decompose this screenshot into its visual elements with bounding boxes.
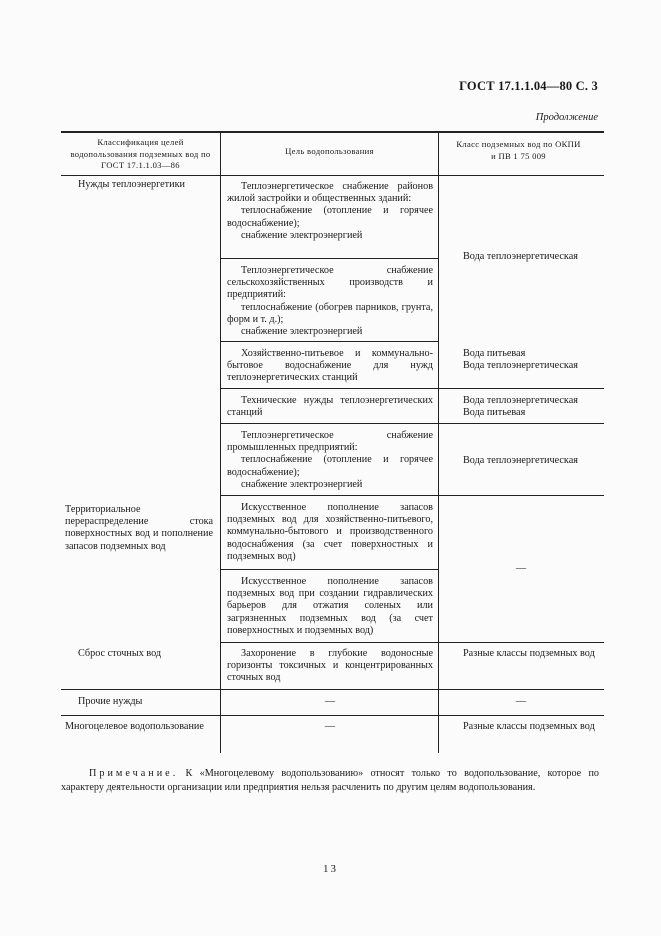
classification-multipurpose: Многоцелевое водопользование (65, 721, 204, 732)
purpose-other-dash: — (324, 696, 336, 707)
purpose-recharge-barrier: Искусственное пополнение запасов подземных вод при создании гидравлических барьеров для отжатия соленых или загрязненных подземных вод (за счет поверхностных и подземных вод) (227, 576, 433, 636)
purpose-drinking-supply: Хозяйственно-питьевое и коммунально-бытовое водоснабжение для нужд теплоэнергетических станций (227, 348, 433, 384)
water-class-technical (463, 395, 603, 419)
purpose-technical-needs: Технические нужды теплоэнергетических станций (227, 395, 433, 419)
water-class-heat-power: Вода теплоэнергетическая (463, 251, 578, 262)
note-text: К «Многоцелевому водопользованию» относят только то водопользование, которое по характеру деятельности организации или предприятия нельзя расчленить по другим целям водопользования. (61, 768, 600, 793)
row-rule (61, 689, 604, 690)
purpose-line: Теплоэнергетическое снабжение районов жилой застройки и общественных зданий: (227, 181, 433, 205)
classification-heat-power: Нужды теплоэнергетики (78, 179, 185, 190)
table-note (61, 767, 599, 795)
purpose-line: теплоснабжение (отопление и горячее водоснабжение); (227, 205, 433, 229)
purpose-industrial-heat (227, 430, 433, 491)
water-class-line: Вода теплоэнергетическая (463, 360, 578, 372)
water-class-waste: Разные классы подземных вод (463, 648, 595, 659)
classification-other: Прочие нужды (78, 696, 143, 707)
note-label: Примечание. (89, 768, 179, 779)
row-rule (220, 495, 604, 496)
water-class-recharge-dash: — (515, 563, 527, 574)
row-rule (220, 341, 438, 342)
purpose-line: снабжение электроэнергией (241, 326, 363, 338)
purpose-line: снабжение электроэнергией (241, 229, 363, 241)
purpose-line: Теплоэнергетическое снабжение промышленных предприятий: (227, 430, 433, 454)
water-class-line: Вода питьевая (463, 407, 526, 419)
purpose-residential-heat (227, 181, 433, 242)
column-divider (438, 131, 439, 753)
water-class-drinking-supply (463, 348, 603, 372)
row-rule (220, 569, 438, 570)
column-header-classification: Классификация целей водопользования подземных вод по ГОСТ 17.1.1.03—86 (70, 137, 211, 170)
row-rule (220, 388, 604, 389)
classification-sewage: Сброс сточных вод (78, 648, 162, 659)
purpose-waste-disposal: Захоронение в глубокие водоносные горизонты токсичных и концентрированных сточных вод (227, 648, 433, 684)
continuation-label: Продолжение (535, 112, 598, 123)
column-divider (220, 131, 221, 753)
column-header-water-class: Класс подземных вод по ОКПИ и ПВ 1 75 009 (456, 139, 581, 161)
purpose-recharge-supply: Искусственное пополнение запасов подземных вод для хозяйственно-питьевого, коммунально-бытового и производственного водоснабжения (за счет поверхностных и подземных вод) (227, 502, 433, 562)
table-header-rule (61, 175, 604, 176)
purpose-line: снабжение электроэнергией (241, 478, 363, 490)
water-class-line: Вода питьевая (463, 348, 526, 359)
water-class-line: Вода теплоэнергетическая (463, 395, 578, 406)
row-rule (220, 423, 604, 424)
row-rule (61, 715, 604, 716)
purpose-agricultural-heat (227, 265, 433, 338)
page-number: 13 (323, 863, 338, 875)
water-class-industrial: Вода теплоэнергетическая (463, 455, 578, 466)
purpose-multi-dash: — (324, 721, 336, 732)
table-top-rule (61, 131, 604, 133)
document-header: ГОСТ 17.1.1.04—80 С. 3 (459, 79, 598, 93)
purpose-line: теплоснабжение (отопление и горячее водоснабжение); (227, 454, 433, 478)
water-class-multipurpose: Разные классы подземных вод (463, 721, 595, 732)
row-rule (220, 642, 604, 643)
water-class-other-dash: — (515, 696, 527, 707)
purpose-line: теплоснабжение (обогрев парников, грунта, форм и т. д.); (227, 301, 433, 325)
classification-territorial: Территориальное перераспределение стока поверхностных вод и пополнение запасов подземных вод (65, 504, 213, 552)
column-header-purpose: Цель водопользования (285, 146, 374, 156)
row-rule (220, 258, 438, 259)
purpose-line: Теплоэнергетическое снабжение сельскохозяйственных производств и предприятий: (227, 265, 433, 301)
